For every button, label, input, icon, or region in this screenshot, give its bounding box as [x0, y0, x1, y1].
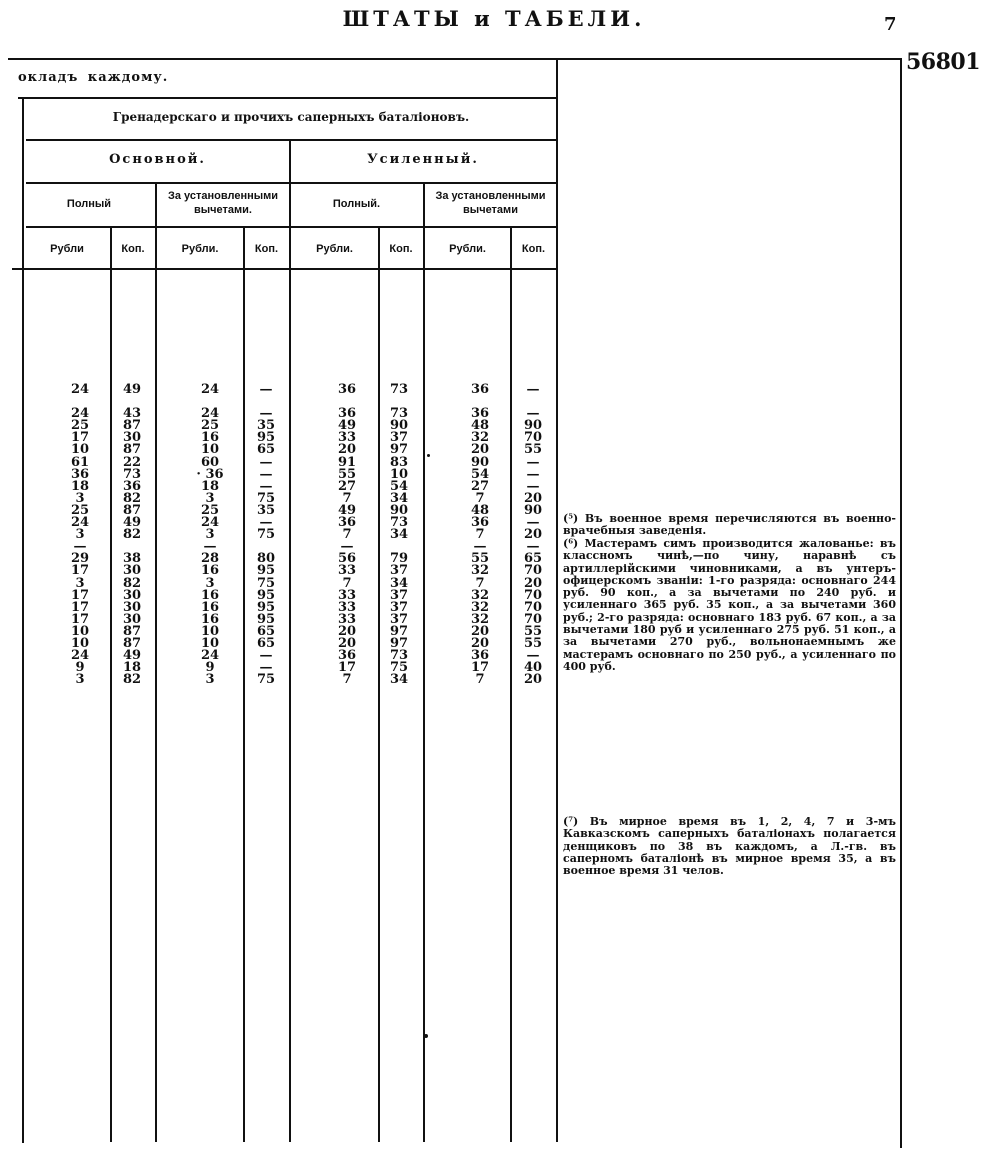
- table-cell: 30: [122, 599, 142, 615]
- table-cell: 32: [470, 563, 490, 579]
- table-cell: —: [259, 478, 273, 494]
- col-sep-4: [289, 139, 291, 1142]
- after-deductions-heading: За установленными вычетами.: [167, 190, 279, 216]
- table-cell: 16: [200, 587, 220, 603]
- table-cell: 7: [475, 575, 485, 591]
- table-cell: —: [526, 406, 540, 422]
- table-cell: 35: [256, 502, 276, 518]
- table-cell: 90: [389, 418, 409, 434]
- table-cell: 17: [337, 660, 357, 676]
- table-cell: 7: [342, 490, 352, 506]
- table-cell: —: [259, 406, 273, 422]
- table-cell: 87: [122, 418, 142, 434]
- table-cell: 3: [75, 672, 85, 688]
- rub-heading-3: Рубли.: [316, 243, 353, 255]
- footnote-5: [563, 513, 896, 538]
- table-cell: 24: [200, 382, 220, 397]
- rub-heading-1: Рубли: [50, 243, 84, 255]
- table-cell: 38: [122, 551, 142, 567]
- column-enh-full-kop: [377, 384, 421, 686]
- table-cell: 36: [337, 382, 357, 397]
- table-cell: 73: [389, 382, 409, 397]
- table-cell: 40: [523, 660, 543, 676]
- page-number: 7: [884, 14, 897, 35]
- table-cell: 54: [470, 466, 490, 482]
- rule-top: [8, 58, 900, 60]
- rub-heading-2: Рубли.: [181, 243, 219, 255]
- table-cell: —: [526, 478, 540, 494]
- table-cell: 87: [122, 502, 142, 518]
- footnote-7: [563, 816, 896, 877]
- table-cell: 33: [337, 599, 357, 615]
- table-cell: —: [526, 466, 540, 482]
- table-cell: 95: [256, 611, 276, 627]
- table-cell: —: [203, 539, 217, 555]
- table-cell: 75: [256, 575, 276, 591]
- table-cell: 24: [70, 406, 90, 422]
- table-cell: 43: [122, 406, 142, 422]
- full-heading: Полный: [66, 198, 112, 210]
- table-cell: 90: [470, 454, 490, 470]
- table-cell: 24: [70, 515, 90, 531]
- rule-page-right: [900, 58, 902, 1148]
- table-cell: 16: [200, 563, 220, 579]
- rub-heading-4: Рубли.: [449, 243, 486, 255]
- table-cell: 95: [256, 430, 276, 446]
- table-cell: 65: [256, 623, 276, 639]
- basic-heading: Основной.: [109, 152, 206, 167]
- table-cell: 97: [389, 442, 409, 458]
- table-cell: 49: [337, 502, 357, 518]
- table-cell: 34: [389, 672, 409, 688]
- full-enhanced-heading: Полный.: [332, 198, 381, 210]
- table-cell: · 36: [196, 466, 224, 482]
- table-cell: 37: [389, 599, 409, 615]
- table-cell: 54: [389, 478, 409, 494]
- table-cell: 30: [122, 430, 142, 446]
- table-cell: 25: [200, 418, 220, 434]
- table-cell: 18: [70, 478, 90, 494]
- table-cell: 36: [470, 648, 490, 664]
- table-cell: 16: [200, 599, 220, 615]
- table-cell: 20: [523, 490, 543, 506]
- after-deductions-enhanced-heading: За установленными вычетами: [435, 190, 546, 216]
- table-cell: 10: [389, 466, 409, 482]
- table-cell: 32: [470, 611, 490, 627]
- column-basic-deduct-kop: [244, 384, 288, 686]
- table-cell: 65: [256, 442, 276, 458]
- column-basic-full-rub: [58, 384, 102, 686]
- table-cell: 17: [70, 599, 90, 615]
- table-cell: 24: [70, 648, 90, 664]
- table-cell: 36: [470, 406, 490, 422]
- table-cell: 29: [70, 551, 90, 567]
- table-cell: 34: [389, 527, 409, 543]
- table-cell: 36: [337, 648, 357, 664]
- ink-dot: [427, 454, 430, 457]
- table-cell: 3: [75, 575, 85, 591]
- table-cell: 70: [523, 611, 543, 627]
- table-cell: —: [259, 515, 273, 531]
- table-cell: 7: [475, 672, 485, 688]
- column-enh-full-rub: [325, 384, 369, 686]
- table-cell: 9: [205, 660, 215, 676]
- table-cell: 95: [256, 599, 276, 615]
- rule-header-bottom: [12, 268, 556, 270]
- table-cell: 7: [475, 490, 485, 506]
- table-cell: 20: [337, 442, 357, 458]
- table-cell: —: [526, 454, 540, 470]
- table-cell: 37: [389, 430, 409, 446]
- rule-group: [26, 139, 556, 141]
- oklad-heading: окладъ каждому.: [18, 70, 169, 85]
- table-cell: —: [526, 539, 540, 555]
- table-cell: 60: [200, 454, 220, 470]
- table-cell: 18: [200, 478, 220, 494]
- table-cell: 83: [389, 454, 409, 470]
- table-cell: 25: [200, 502, 220, 518]
- table-cell: 49: [122, 648, 142, 664]
- table-cell: 70: [523, 599, 543, 615]
- col-sep-2: [155, 182, 157, 1142]
- table-cell: 9: [75, 660, 85, 676]
- table-cell: 73: [389, 406, 409, 422]
- table-cell: 97: [389, 635, 409, 651]
- table-cell: 37: [389, 611, 409, 627]
- table-cell: 3: [205, 575, 215, 591]
- table-cell: 82: [122, 490, 142, 506]
- ink-dot: [424, 1034, 428, 1038]
- table-cell: 90: [523, 502, 543, 518]
- table-cell: 55: [523, 635, 543, 651]
- table-cell: 20: [470, 635, 490, 651]
- table-cell: 17: [470, 660, 490, 676]
- table-cell: —: [259, 382, 273, 397]
- table-cell: 10: [70, 623, 90, 639]
- table-cell: 3: [205, 490, 215, 506]
- table-cell: 75: [256, 490, 276, 506]
- catalog-stamp: 56801: [906, 49, 981, 75]
- table-cell: 7: [342, 672, 352, 688]
- table-cell: 30: [122, 611, 142, 627]
- table-cell: 24: [70, 382, 90, 397]
- table-cell: 34: [389, 575, 409, 591]
- table-cell: 30: [122, 563, 142, 579]
- table-cell: 16: [200, 611, 220, 627]
- table-cell: 17: [70, 430, 90, 446]
- table-cell: 20: [470, 442, 490, 458]
- table-cell: 24: [200, 648, 220, 664]
- table-cell: 90: [523, 418, 543, 434]
- battalions-heading: Гренадерскаго и прочихъ саперныхъ баталіоновъ.: [112, 110, 470, 124]
- table-cell: 10: [200, 623, 220, 639]
- table-cell: 22: [122, 454, 142, 470]
- table-cell: 33: [337, 587, 357, 603]
- table-cell: 7: [342, 527, 352, 543]
- table-cell: 95: [256, 563, 276, 579]
- table-cell: 20: [337, 635, 357, 651]
- table-cell: 55: [523, 623, 543, 639]
- table-cell: 36: [122, 478, 142, 494]
- table-cell: 48: [470, 418, 490, 434]
- table-cell: 65: [256, 635, 276, 651]
- table-cell: 73: [389, 515, 409, 531]
- table-cell: —: [526, 382, 540, 397]
- table-cell: 55: [523, 442, 543, 458]
- kop-heading-3: Коп.: [389, 243, 413, 255]
- enhanced-heading: Усиленный.: [367, 152, 479, 167]
- column-enh-deduct-kop: [511, 384, 555, 686]
- table-cell: 33: [337, 430, 357, 446]
- table-cell: 32: [470, 587, 490, 603]
- table-cell: —: [259, 660, 273, 676]
- table-cell: 37: [389, 587, 409, 603]
- table-cell: 20: [523, 527, 543, 543]
- table-cell: —: [259, 648, 273, 664]
- table-cell: 36: [470, 382, 490, 397]
- table-cell: 75: [256, 672, 276, 688]
- table-cell: 16: [200, 430, 220, 446]
- table-cell: 10: [70, 442, 90, 458]
- column-enh-deduct-rub: [458, 384, 502, 686]
- table-cell: 3: [75, 490, 85, 506]
- table-cell: 30: [122, 587, 142, 603]
- table-cell: 25: [70, 418, 90, 434]
- table-cell: 87: [122, 635, 142, 651]
- rule-table-right: [556, 58, 558, 1142]
- table-cell: 75: [256, 527, 276, 543]
- table-cell: 49: [337, 418, 357, 434]
- table-cell: 27: [337, 478, 357, 494]
- column-basic-full-kop: [110, 384, 154, 686]
- table-cell: 95: [256, 587, 276, 603]
- table-cell: 49: [122, 382, 142, 397]
- table-cell: 3: [205, 672, 215, 688]
- table-cell: 20: [523, 672, 543, 688]
- table-cell: 82: [122, 575, 142, 591]
- footnote-5-text: (⁵) Въ военное время перечисляются въ военно-врачебныя заведенія.: [563, 512, 896, 538]
- table-cell: 32: [470, 599, 490, 615]
- table-cell: 48: [470, 502, 490, 518]
- rule-full: [26, 226, 556, 228]
- table-cell: 70: [523, 563, 543, 579]
- table-cell: 7: [475, 527, 485, 543]
- table-cell: 36: [470, 515, 490, 531]
- table-cell: 35: [256, 418, 276, 434]
- table-cell: 70: [523, 587, 543, 603]
- table-cell: 73: [389, 648, 409, 664]
- table-cell: 61: [70, 454, 90, 470]
- table-cell: 17: [70, 563, 90, 579]
- table-cell: 87: [122, 442, 142, 458]
- table-cell: 82: [122, 672, 142, 688]
- table-cell: 18: [122, 660, 142, 676]
- table-cell: 3: [205, 527, 215, 543]
- table-cell: —: [473, 539, 487, 555]
- table-cell: 27: [470, 478, 490, 494]
- table-cell: 10: [200, 635, 220, 651]
- table-cell: 7: [342, 575, 352, 591]
- table-cell: 25: [70, 502, 90, 518]
- table-cell: —: [259, 466, 273, 482]
- table-cell: —: [526, 515, 540, 531]
- table-cell: 70: [523, 430, 543, 446]
- footnote-7-text: (⁷) Въ мирное время въ 1, 2, 4, 7 и 3-мъ Кавказскомъ саперныхъ баталіонахъ полагается денщиковъ по 38 въ каждомъ, а Л.-гв. въ саперномъ баталіонѣ въ мирное время 35, а въ военное время 31 челов.: [563, 815, 896, 878]
- kop-heading-4: Коп.: [521, 243, 546, 255]
- table-cell: 65: [523, 551, 543, 567]
- col-sep-6: [423, 182, 425, 1142]
- table-cell: 73: [122, 466, 142, 482]
- table-cell: 28: [200, 551, 220, 567]
- table-cell: 17: [70, 611, 90, 627]
- table-cell: —: [259, 454, 273, 470]
- table-cell: 33: [337, 563, 357, 579]
- kop-heading-2: Коп.: [254, 243, 279, 255]
- page-title: ШТАТЫ и ТАБЕЛИ.: [342, 6, 646, 31]
- table-cell: 90: [389, 502, 409, 518]
- table-cell: 36: [70, 466, 90, 482]
- table-cell: 20: [470, 623, 490, 639]
- table-cell: 55: [470, 551, 490, 567]
- table-cell: 3: [75, 527, 85, 543]
- footnote-6: [563, 538, 896, 673]
- table-cell: 20: [523, 575, 543, 591]
- table-cell: —: [73, 539, 87, 555]
- table-cell: 34: [389, 490, 409, 506]
- table-cell: 24: [200, 515, 220, 531]
- footnote-6-text: (⁶) Мастерамъ симъ производится жалованье: въ классномъ чинѣ,—по чину, наравнѣ съ артиллерійскими чиновниками, а въ унтеръ-офицерскомъ званіи: 1-го разряда: основнаго 244 руб. 90 коп., а за вычетами по 240 руб. и усиленнаго 365 руб. 35 коп., а за вычетами 360 руб.; 2-го разряда: основнаго 183 руб. 67 коп., а за вычетами 180 руб и усиленнаго 275 руб. 51 коп., а за вычетами 270 руб., вольнонаемнымъ же мастерамъ основнаго по 250 руб., а усиленнаго по 400 руб.: [563, 537, 896, 673]
- table-cell: 33: [337, 611, 357, 627]
- table-cell: 49: [122, 515, 142, 531]
- table-cell: 32: [470, 430, 490, 446]
- table-cell: 20: [337, 623, 357, 639]
- table-cell: 24: [200, 406, 220, 422]
- column-basic-deduct-rub: [188, 384, 232, 686]
- table-cell: 91: [337, 454, 357, 470]
- table-cell: 87: [122, 623, 142, 639]
- table-cell: 10: [200, 442, 220, 458]
- table-cell: 97: [389, 623, 409, 639]
- kop-heading-1: Коп.: [121, 243, 145, 255]
- table-cell: 56: [337, 551, 357, 567]
- table-cell: 55: [337, 466, 357, 482]
- table-cell: 36: [337, 515, 357, 531]
- table-cell: 10: [70, 635, 90, 651]
- table-cell: —: [340, 539, 354, 555]
- table-cell: 82: [122, 527, 142, 543]
- table-cell: 37: [389, 563, 409, 579]
- table-cell: 75: [389, 660, 409, 676]
- rule-basic: [26, 182, 556, 184]
- table-cell: 36: [337, 406, 357, 422]
- table-cell: —: [526, 648, 540, 664]
- table-cell: 80: [256, 551, 276, 567]
- table-cell: 17: [70, 587, 90, 603]
- rule-oklad: [18, 97, 556, 99]
- table-cell: 79: [389, 551, 409, 567]
